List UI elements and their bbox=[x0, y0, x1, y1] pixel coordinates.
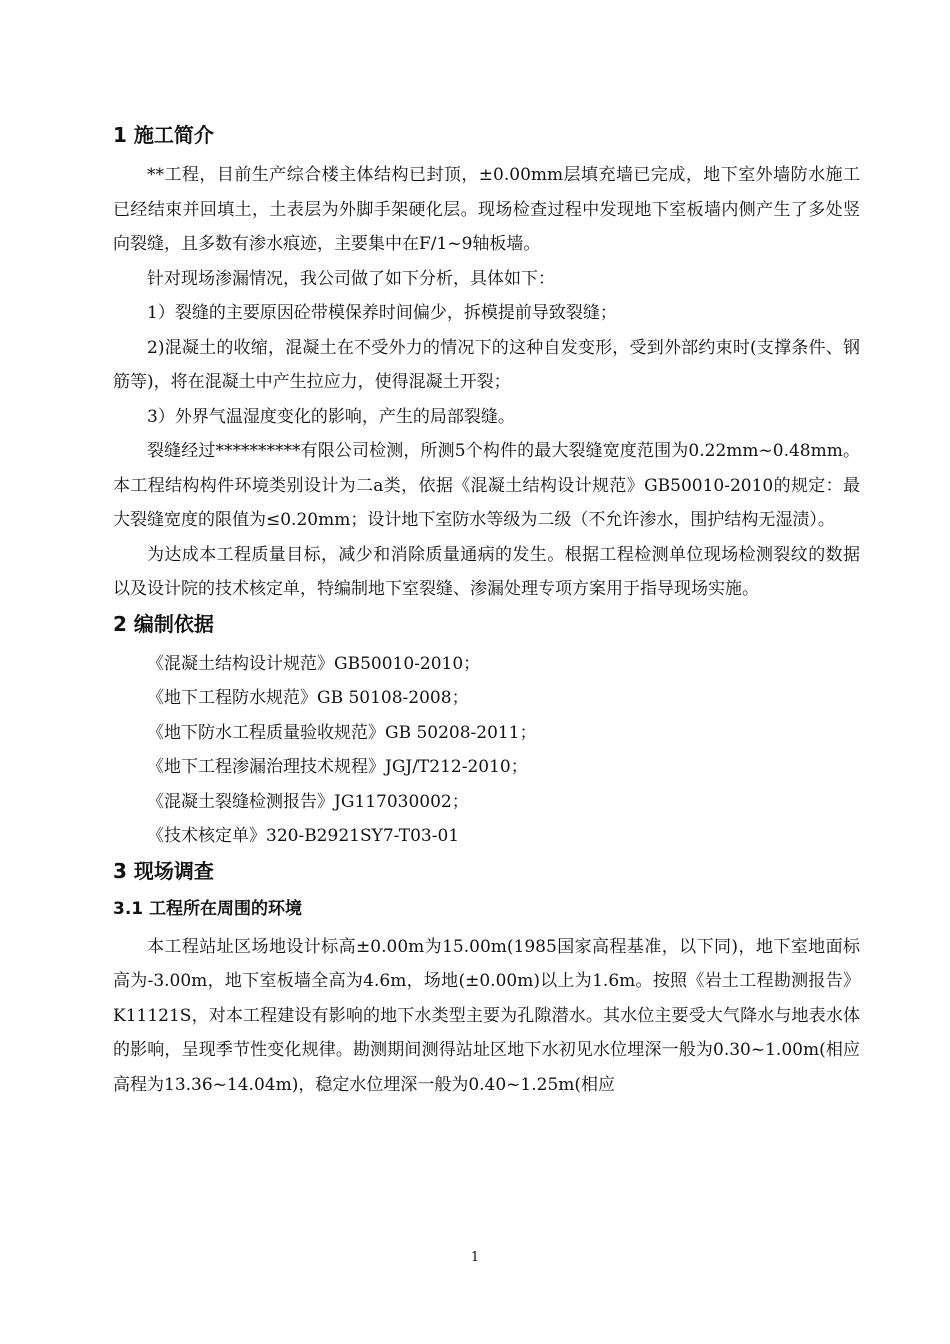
reference-item: 《混凝土结构设计规范》GB50010-2010； bbox=[147, 653, 481, 674]
reference-item: 《地下防水工程质量验收规范》GB 50208-2011； bbox=[147, 722, 537, 743]
document-page bbox=[113, 118, 860, 1102]
paragraph: 2)混凝土的收缩，混凝土在不受外力的情况下的这种自发变形，受到外部约束时(支撑条件、钢筋等)，将在混凝土中产生拉应力，使得混凝土开裂； bbox=[113, 337, 860, 392]
paragraph: 为达成本工程质量目标，减少和消除质量通病的发生。根据工程检测单位现场检测裂纹的数据以及设计院的技术核定单，特编制地下室裂缝、渗漏处理专项方案用于指导现场实施。 bbox=[113, 544, 860, 599]
reference-item: 《混凝土裂缝检测报告》JG117030002； bbox=[147, 791, 469, 812]
subsection-heading: 3.1 工程所在周围的环境 bbox=[113, 898, 303, 919]
paragraph: **工程，目前生产综合楼主体结构已封顶，±0.00mm层填充墙已完成，地下室外墙防水施工已经结束并回填土，土表层为外脚手架硬化层。现场检查过程中发现地下室板墙内侧产生了多处竖向裂缝，且多数有渗水痕迹，主要集中在F/1~9轴板墙。 bbox=[113, 165, 860, 254]
section-heading: 2 编制依据 bbox=[113, 611, 214, 636]
reference-item: 《地下工程渗漏治理技术规程》JGJ/T212-2010； bbox=[147, 757, 528, 777]
page-number: 1 bbox=[470, 1250, 480, 1265]
paragraph: 裂缝经过**********有限公司检测，所测5个构件的最大裂缝宽度范围为0.22mm~0.48mm。本工程结构构件环境类别设计为二a类，依据《混凝土结构设计规范》GB50010-2010的规定：最大裂缝宽度的限值为≤0.20mm；设计地下室防水等级为二级（不允许渗水，围护结构无湿渍）。 bbox=[113, 441, 860, 530]
paragraph: 本工程站址区场地设计标高±0.00m为15.00m(1985国家高程基准，以下同)，地下室地面标高为-3.00m，地下室板墙全高为4.6m，场地(±0.00m)以上为1.6m。按照《岩土工程勘测报告》K11121S，对本工程建设有影响的地下水类型主要为孔隙潜水。其水位主要受大气降水与地表水体的影响，呈现季节性变化规律。勘测期间测得站址区地下水初见水位埋深一般为0.30~1.00m(相应高程为13.36~14.04m)，稳定水位埋深一般为0.40~1.25m(相应 bbox=[113, 936, 860, 1095]
reference-item: 《地下工程防水规范》GB 50108-2008； bbox=[147, 688, 469, 708]
paragraph: 3）外界气温湿度变化的影响，产生的局部裂缝。 bbox=[147, 406, 515, 427]
paragraph: 1）裂缝的主要原因砼带模保养时间偏少，拆模提前导致裂缝； bbox=[147, 303, 617, 323]
section-heading: 1 施工简介 bbox=[113, 123, 214, 147]
paragraph: 针对现场渗漏情况，我公司做了如下分析，具体如下： bbox=[147, 268, 555, 289]
section-heading: 3 现场调查 bbox=[113, 858, 214, 883]
reference-item: 《技术核定单》320-B2921SY7-T03-01 bbox=[147, 826, 460, 846]
